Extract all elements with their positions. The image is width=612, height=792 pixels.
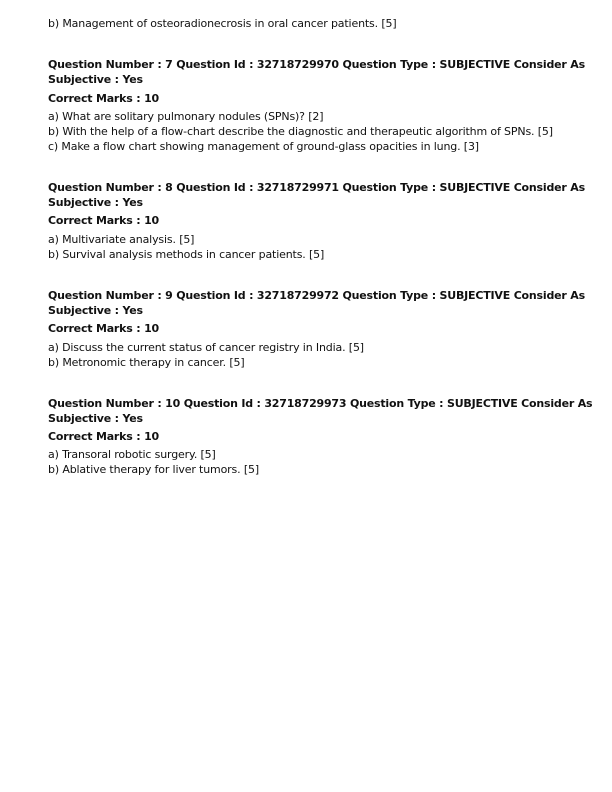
- question-subjective: Subjective : Yes: [48, 73, 143, 86]
- question-header: Question Number : 9 Question Id : 32718729972 Question Type : SUBJECTIVE Consider As: [48, 289, 585, 302]
- question-header: Question Number : 7 Question Id : 32718729970 Question Type : SUBJECTIVE Consider As: [48, 58, 585, 71]
- question-part: a) Multivariate analysis. [5]: [48, 233, 195, 246]
- question-part: b) Survival analysis methods in cancer patients. [5]: [48, 248, 325, 261]
- question-part: b) Ablative therapy for liver tumors. [5]: [48, 463, 259, 476]
- intro-line: b) Management of osteoradionecrosis in oral cancer patients. [5]: [48, 17, 397, 30]
- question-header: Question Number : 10 Question Id : 32718729973 Question Type : SUBJECTIVE Consider As: [48, 397, 593, 410]
- question-subjective: Subjective : Yes: [48, 412, 143, 425]
- question-part: b) Metronomic therapy in cancer. [5]: [48, 356, 245, 369]
- question-subjective: Subjective : Yes: [48, 196, 143, 209]
- question-part: a) Transoral robotic surgery. [5]: [48, 448, 216, 461]
- question-part: a) What are solitary pulmonary nodules (SPNs)? [2]: [48, 110, 324, 123]
- question-subjective: Subjective : Yes: [48, 304, 143, 317]
- question-marks: Correct Marks : 10: [48, 92, 159, 105]
- question-part: a) Discuss the current status of cancer registry in India. [5]: [48, 341, 364, 354]
- question-part: b) With the help of a flow-chart describe the diagnostic and therapeutic algorithm of SPNs. [5]: [48, 125, 553, 138]
- question-marks: Correct Marks : 10: [48, 430, 159, 443]
- question-marks: Correct Marks : 10: [48, 214, 159, 227]
- question-part: c) Make a flow chart showing management of ground-glass opacities in lung. [3]: [48, 140, 479, 153]
- question-marks: Correct Marks : 10: [48, 322, 159, 335]
- question-header: Question Number : 8 Question Id : 32718729971 Question Type : SUBJECTIVE Consider As: [48, 181, 585, 194]
